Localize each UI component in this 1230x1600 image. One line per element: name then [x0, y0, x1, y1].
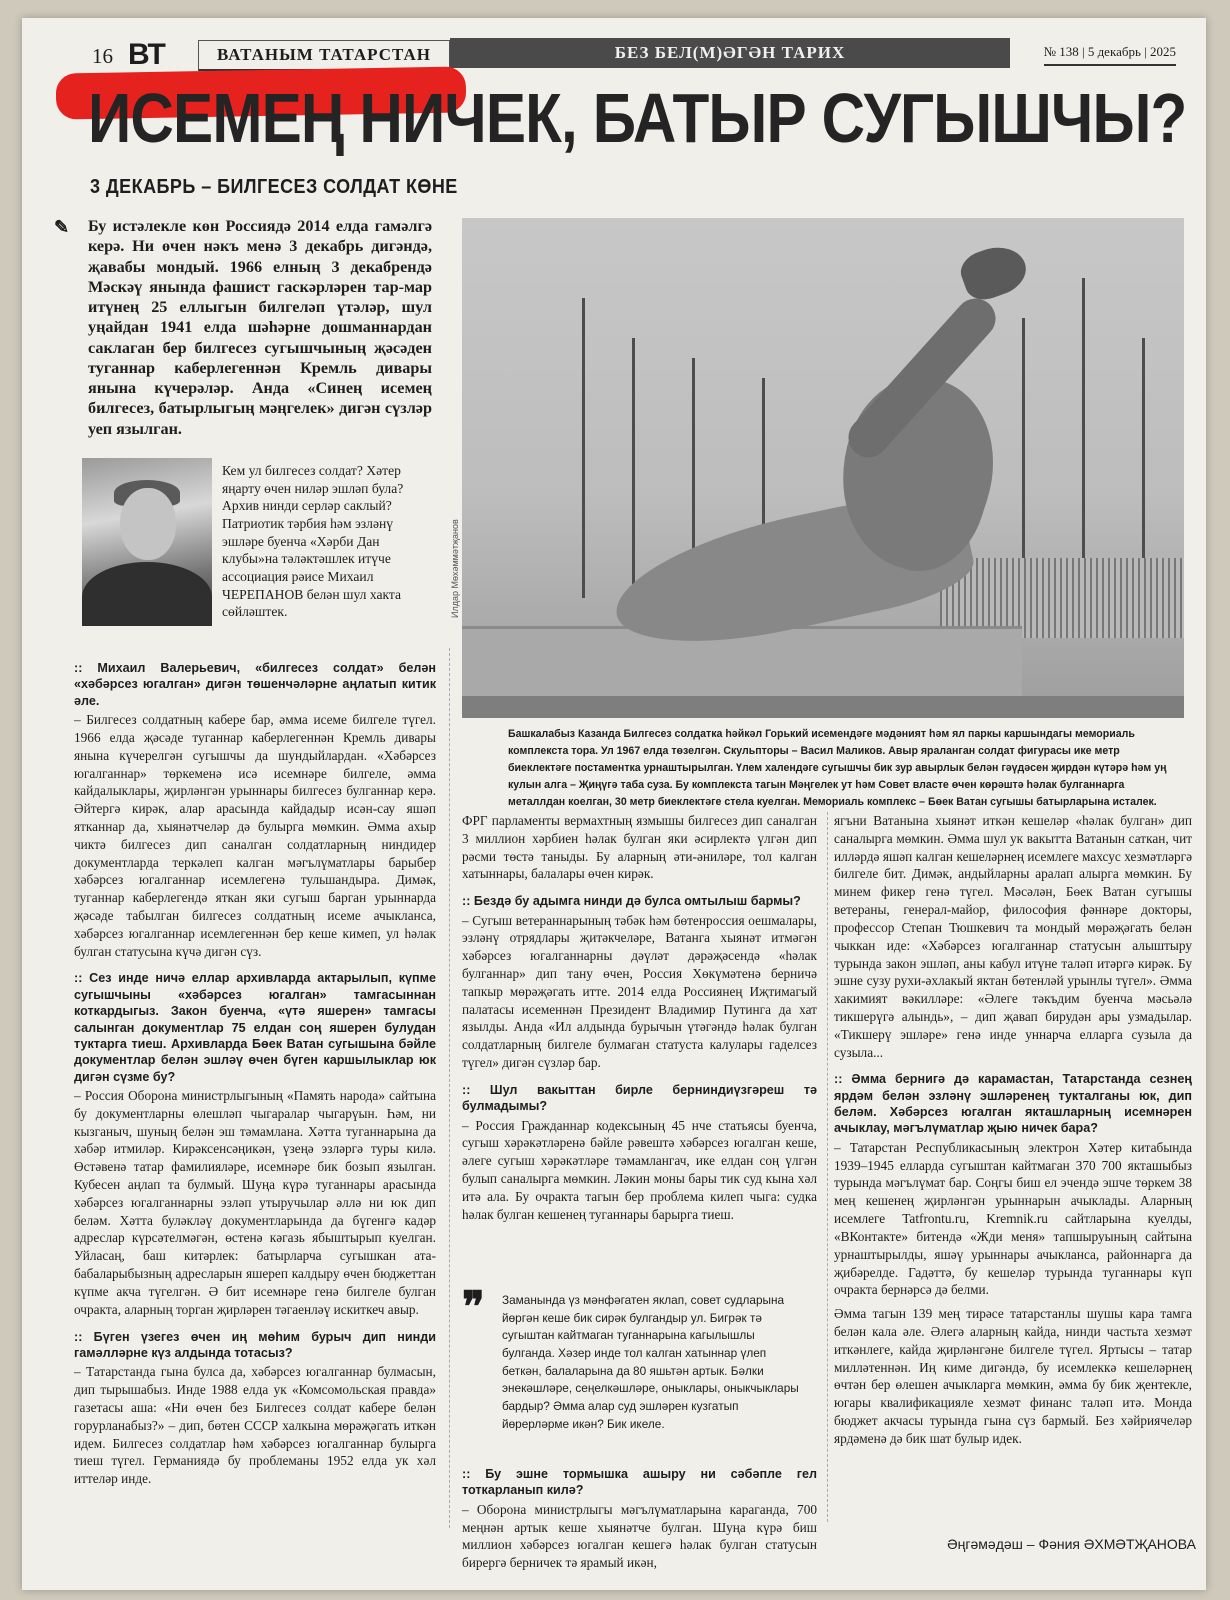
- pen-mark-icon: ✎: [54, 217, 70, 237]
- interview-question: :: Бу эшне тормышка ашыру ни сәбәпле гел тоткарланып килә?: [462, 1467, 817, 1498]
- pull-quote-text: Заманында үз мәнфәгатен яклап, совет судларына йөргән кеше бик сирәк булгандыр ул. Бигрәк тә сугыштан кайтмаган туганнарына кагылышлы булганда. Хәзер инде тол калган хатыннар үлеп беткән, балаларына да 80 яшьтән артык. Бәлки энекәшләре, сеңелкәшләре, оныклары, оныкчыклары бардыр? Әмма алар суд эшләрен кузгатып йөрерләрме икән? Бик икеле.: [502, 1293, 799, 1431]
- rubric-banner: БЕЗ БЕЛ(М)ӘГӘН ТАРИХ: [450, 38, 1010, 68]
- photo-caption: Башкалабыз Казанда Билгесез солдатка һәйкәл Горький исемендәге мәдәният һәм ял паркы каршындагы мемориаль комплекста тора. Ул 1967 елда төзелгән. Скульпторы – Васил Маликов. Авыр яраланган солдат фигурасы ике метр биеклектәге постаментка урнаштырылган. Үлем халендәге сугышчы бик зур авырлык белән гәүдәсен җирдән күтәрә һәм уң кулын алга – Җиңүгә таба суза. Бу комплекста тагын Мәңгелек ут һәм Совет власте өчен көрәштә һәлак булганнарга металлдан коелган, 30 метр биеклектәге стела куелган. Мемориаль комплекс – Бөек Ватан сугышы батырларына исталек.: [508, 728, 1167, 808]
- interview-intro: Кем ул билгесез солдат? Хәтер яңарту өчен ниләр эшләп була? Архив нинди серләр саклый? Патриотик тәрбия һәм эзләнү эшләре буенча «Хәрби Дан клубы»на тәләктәшлек итүче ассоциация рәисе Михаил ЧЕРЕПАНОВ белән шул хакта сөйләштек.: [222, 463, 404, 620]
- interview-answer: ягъни Ватанына хыянәт иткән кешеләр «һәлак булган» дип саналырга мөмкин. Әмма шул ук вакытта Ватанын саткан, чит илләрдә яшәп калган кешеләрнең исемлеге махсус хезмәтләргә билгеле бит. Димәк, андыйларны аралап алырга мөмкин. Бу минем фикер генә түгел. Мәсәлән, Бөек Ватан сугышы ветераны, генерал-майор, философия фәннәре докторы, профессор Степан Тюшкевич та мондый мөрәҗәгать белән чыккан иде: «Хәбәрсез югалганнар статусын алыштыру турында закон эшләп, аны кабул итүне таләп итәргә кирәк. Бу эшне сузу рухи-әхлакый яктан бөтенләй урынлы түгел». Әмма хакимият вәкилләре: «Әлеге тәкъдим буенча мәсьәлә тикшерүгә алындь», – дип җавап бирудән ары узмадылар. «Тикшерү эшләре» генә инде уннарча елларга сузыла да сузыла...: [834, 813, 1192, 1060]
- article-column-3: [834, 812, 1192, 1454]
- interview-question: :: Әмма бернигә дә карамастан, Татарстанда сезнең ярдәм белән эзләнү эшләренең тукталганы юк, дип беләм. Хәбәрсез югалган якташларның исемнәрен ачыклау, мәгълүматлар җыю ничек бара?: [834, 1072, 1192, 1136]
- tree: [582, 298, 585, 598]
- newspaper-page: [22, 18, 1206, 1590]
- article-title: ИСЕМЕҢ НИЧЕК, БАТЫР СУГЫШЧЫ?: [88, 79, 1187, 157]
- column-divider: [449, 648, 450, 1528]
- issue-info: № 138 | 5 декабрь | 2025: [1044, 44, 1176, 66]
- interview-answer: ФРГ парламенты вермахтның язмышы билгесез дип саналган 3 миллион хәрбиен һәлак булган яки әсирлектә үлгән дип рәсми төстә таныды. Бу аларның әти-әниләре, тол калган хатыннары, балалары өчен кирәк.: [462, 813, 817, 882]
- interview-answer: – Оборона министрлыгы мәгълүматларына караганда, 700 меңнән артык кеше хыянәтче булган. Шуңа күрә биш миллион хәбәрсез югалган кешегә һәлак булган статусын бирергә берничек тә ярамый икән,: [462, 1501, 817, 1571]
- interview-answer: – Сугыш ветераннарының тәбәк һәм бөтенроссия оешмалары, эзләнү отрядлары җитәкчеләре, Ватанга хыянәт итмәгән хәбәрсез югалганнарны дәүләт дәрәҗәсендә «һәлак булганнар» дип тану өчен, Россия Хөкүмәтенә берничә тапкыр мөрәҗәгать итте. 2014 елда Россиянең Иҗтимагый палатасы исеменнән Президент Владимир Путинга да хат язылды. Анда «Ил алдында бурычын үтәгәндә һәлак булган солдатларның билгеле булмаган статуста калулары гаделсез түгел» дигән сүзләр бар.: [462, 912, 817, 1071]
- interview-answer: – Россия Оборона министрлыгының «Память народа» сайтына бу документларны өлешләп чыгаралар чыгарүын. Һәм, ни кызганыч, шуның белән эш тәмамлана. Хәтта туганнарына да хәбәр итмиләр. Кирәксенсәңикән, үзеңә эзләргә туры килә. Өстәвенә татар фамилияләре, исемнәре бик бозып язылган. Кубесен аңлап та булмый. Шуңа күрә туганнары арасында хәбәрсез югалганнарны эзләп утыручылар әллә ни юк дип беләм. Хәтта буләкләү документларында да бүгенгә кадәр адреслар күрсәтелмәгән, өстенә кәгазь ябыштырып куелган. Уйласаң, баш китәрлек: батырларча сугышкан ата-бабаларыбызның адресларын яшереп калдыру өчен бюджеттан күпме акча түгелгән. Ә бит исемнәре генә билгеле булган очракта, аларның торган җирләрен тәгаенләү искиткеч авыр.: [74, 1087, 436, 1317]
- interview-question: :: Сез инде ничә еллар архивларда актарылып, күпме сугышчыны «хәбәрсез югалган» тамгасыннан коткардыгыз. Закон буенча, «үтә яшерен» тамгасы салынган документлар 75 елдан соң яшерен булудан туктарга тиеш. Архивларда Бөек Ватан сугышына бәйле документлар белән эшләү өчен бүген каршылыклар юк дигән сүзме бу?: [74, 971, 436, 1084]
- article-subtitle: 3 ДЕКАБРЬ – БИЛГЕСЕЗ СОЛДАТ КӨНЕ: [90, 176, 458, 198]
- portrait-body: [82, 562, 212, 626]
- interview-answer: – Татарстанда гына булса да, хәбәрсез югалганнар булмасын, дип тырышабыз. Инде 1988 елда ук «Комсомольская правда» газетасы аша: «Ни өчен без Билгесез солдат кабере белән горурланабыз?» – дип, бөтен СССР халкына мөрәҗәгать иткән идем. Билгесез солдатлар һәм хәбәрсез югалганнар булырга тиеш түгел. Германиядә бу проблеманы 1952 елда ук хәл иттеләр инде.: [74, 1364, 436, 1487]
- interview-answer: Әмма тагын 139 мең тирәсе татарстанлы шушы кара тамга белән кала әле. Әлегә аларның кайда, нинди частьта хезмәт иткәнлеге, кайда җирләнгәне билгеле түгел. Яртысы – татар милләтеннән. Иң киме дигәндә, бу исемлеккә кешеләрнең өчтән бер өлешен ачыкларга мөмкин, әмма бу бик җентекле, югары квалификацияле хезмәт финанс таләп итә. Монда бюджет акчасы турында гына сүз бармый. Без хәйриячеләр ярдәменә дә бик шат булыр идек.: [834, 1306, 1192, 1446]
- interview-answer: – Билгесез солдатның кабере бар, әмма исеме билгеле түгел. 1966 елда җәсәде туганнар каберлегеннән Кремль дивары янына күчерелгән сугышчы да шундыйлардан. «Хәбәрсез югалганнар» төркеменә исә исемнәре билгеле, әмма кайдалыклары, җирләнгән урыннары билгесез булганнар керә. Әйтергә кирәк, алар арасында кайдадыр исән-сау яшәп ятканнар да, хыянәтчеләр дә булырга мөмкин. Әмма ахыр чиктә билгесез дип саналган солдатларның ниндидер документларда теркәлеп калган мәгълүматлары барыбер хәбәрсез югалганнар исемлегенә тульшандыра. Димәк, туганнар каберлегендә яткан яки сугыш барган урыннарда җәсәде табылган билгесез солдатның исеме ачыкланса, хәбәрсез югалганнар исемлегеннән бер кеше кимеп, ул һәлак булган статусына күчә дигән сүз.: [74, 712, 436, 959]
- newspaper-logo: ВТ: [128, 38, 165, 71]
- interview-answer: – Татарстан Республикасының электрон Хәтер китабында 1939–1945 елларда сугыштан кайтмаган 370 700 якташыбыз турында мәгълүмат бар. Соңгы биш ел эчендә эшче төркем 38 мең кешенең җирләнгән урыннарын ачыклады. Аларның исемлеге Tatfrontu.ru, Kremnik.ru сайтларына куелды, «ВКонтакте» битендә «Жди меня» тапшыруының сайтына урнаштырылды, яшәү урыннары ачыкланса, районнарга да җибәрелде. Гадәттә, бу кешеләр турында туганнары күп очракта бернәрсә дә белми.: [834, 1139, 1192, 1298]
- pull-quote: [462, 1283, 808, 1434]
- page-header: [90, 38, 1176, 72]
- interviewee-portrait: [82, 458, 212, 626]
- ground: [462, 696, 1184, 718]
- page-number: 16: [92, 44, 113, 68]
- section-name: ВАТАНЫМ ТАТАРСТАН: [198, 40, 450, 71]
- portrait-face: [120, 488, 176, 560]
- tree: [1082, 278, 1085, 598]
- interview-question: :: Бездә бу адымга нинди дә булса омтылыш бармы?: [462, 894, 801, 909]
- interview-answer: – Россия Гражданнар кодексының 45 нче статьясы буенча, сугыш хәрәкәтләренә бәйле рәвештә хәбәрсез югалган кеше, әлеге сугыш хәрәкәтләре тәмамлангач, ике елдан соң үлгән булып саналырга мөмкин. Ләкин моны бары тик суд кына хәл итә ала. Бу очракта тагын бер проблема килеп чыга: судка һәлак булган кешенең туганнары барырга тиеш.: [462, 1117, 817, 1222]
- tree: [632, 338, 635, 598]
- statue-hand: [956, 239, 1033, 306]
- article-column-2: [462, 812, 817, 1230]
- lead-text: Бу истәлекле көн Россиядә 2014 елда гамәлгә керә. Ни өчен нәкъ менә 3 декабрь дигәндә, җавабы мондый. 1966 елның 3 декабрендә Мәскәү янында фашист гаскәрләрен тар-мар итүнең 25 еллыгын билгеләп үтәләр, шул уңайдан 1941 елда шәһәрне дошманнардан саклаган бер билгесез сугышчының җәсәден туганнар каберлегеннән Кремль дивары янына күчерәләр. Анда «Синең исемең билгесез, батырлыгың мәңгелек» дигән сүзләр уеп язылган.: [88, 217, 432, 438]
- article-column-2-bottom: [462, 1456, 817, 1578]
- tree: [1022, 318, 1025, 598]
- monument-photo: [462, 218, 1184, 718]
- article-signature: Әңгәмәдәш – Фәния ӘХМӘТҖАНОВА: [947, 1536, 1196, 1552]
- interview-question: :: Шул вакыттан бирле берниндиүзгәреш тә булмадымы?: [462, 1082, 817, 1114]
- article-column-1: [74, 650, 436, 1494]
- quote-mark-icon: ❞: [462, 1283, 485, 1330]
- photo-credit: Илдар Мөхәммәтҗанов: [450, 519, 460, 618]
- interview-question: :: Бүген үзегез өчен иң мөһим бурыч дип нинди гамәлләрне күз алдында тотасыз?: [74, 1329, 436, 1360]
- article-lead: [54, 216, 432, 439]
- column-divider: [827, 812, 828, 1522]
- interview-question: :: Михаил Валерьевич, «билгесез солдат» белән «хәбәрсез югалган» дигән төшенчәләрне аңлатып китик әле.: [74, 661, 436, 708]
